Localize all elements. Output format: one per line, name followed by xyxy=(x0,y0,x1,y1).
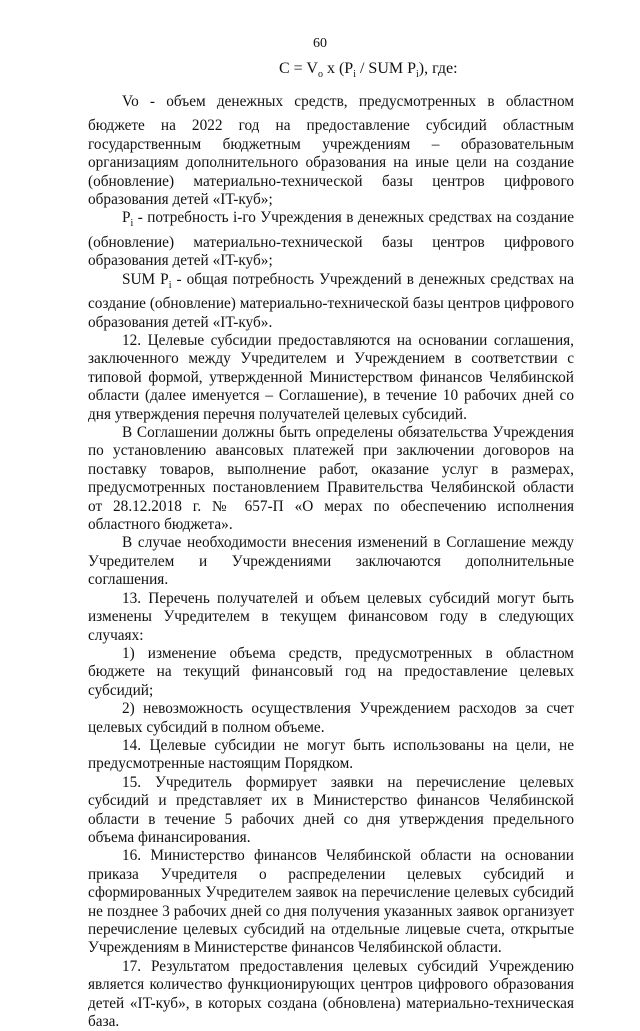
definition-pi xyxy=(88,209,574,270)
paragraph-14: 14. Целевые субсидии не могут быть использованы на цели, не предусмотренные настоящим Порядком. xyxy=(88,736,574,773)
formula-lhs: C = V xyxy=(279,60,318,77)
definition-sum-pi xyxy=(88,271,574,332)
paragraph-17: 17. Результатом предоставления целевых субсидий Учреждению является количество функционирующих центров цифрового образования детей «IT-куб», в которых создана (обновлена) материально-техническая база. xyxy=(88,957,574,1031)
definition-text: - потребность i-го Учреждения в денежных средствах на создание (обновление) материально-технической базы центров цифрового образования детей «IT-куб»; xyxy=(88,209,574,270)
paragraph-12: 12. Целевые субсидии предоставляются на основании соглашения, заключенного между Учредителем и Учреждением в соответствии с типовой формой, утвержденной Министерством финансов Челябинской области (далее именуется – Соглашение), в течение 10 рабочих дней со дня утверждения перечня получателей целевых субсидий. xyxy=(88,332,574,423)
definition-symbol: SUM $P_i$ xyxy=(122,270,172,291)
formula-div-sub: i xyxy=(416,69,419,81)
formula-tail: ), где: xyxy=(418,60,458,77)
formula xyxy=(279,60,458,80)
formula-lhs-sub: o xyxy=(317,69,323,81)
body-text xyxy=(88,93,574,1031)
definition-text: - общая потребность Учреждений в денежных средствах на создание (обновление) материально-технической базы центров цифрового образования детей «IT-куб». xyxy=(88,270,574,331)
definition-symbol: $P_i$ xyxy=(122,209,134,230)
formula-mid-sub: i xyxy=(353,69,356,81)
formula-div: / SUM P xyxy=(355,60,417,77)
paragraph-13-item-1: 1) изменение объема средств, предусмотренных в областном бюджете на текущий финансовый год на предоставление целевых субсидий; xyxy=(88,644,574,699)
page-number: 60 xyxy=(313,36,327,51)
paragraph-agreement-changes: В случае необходимости внесения изменений в Соглашение между Учредителем и Учреждениями заключаются дополнительные соглашения. xyxy=(88,534,574,589)
paragraph-13-item-2: 2) невозможность осуществления Учреждением расходов за счет целевых субсидий в полном объеме. xyxy=(88,700,574,736)
paragraph-15: 15. Учредитель формирует заявки на перечисление целевых субсидий и представляет их в Министерство финансов Челябинской области в течение 5 рабочих дней со дня утверждения предельного объема финансирования. xyxy=(88,773,574,846)
paragraph-agreement-obligations: В Соглашении должны быть определены обязательства Учреждения по установлению авансовых платежей при заключении договоров на поставку товаров, выполнение работ, оказание услуг в размерах, предусмотренных постановлением Правительства Челябинской области от 28.12.2018 г. № 657-П «О мерах по обеспечению исполнения областного бюджета». xyxy=(88,424,574,534)
paragraph-16: 16. Министерство финансов Челябинской области на основании приказа Учредителя о распределении целевых субсидий и сформированных Учредителем заявок на перечисление целевых субсидий не позднее 3 рабочих дней со дня получения указанных заявок организует перечисление целевых субсидий на отдельные лицевые счета, открытые Учреждениям в Министерстве финансов Челябинской области. xyxy=(88,847,574,957)
formula-mid: x (P xyxy=(322,60,354,77)
definition-vo xyxy=(88,93,574,209)
definition-symbol: Vo xyxy=(122,93,139,110)
definition-text: - объем денежных средств, предусмотренных в областном бюджете на 2022 год на предоставление субсидий областным государственным бюджетным учреждениям – образовательным организациям дополнительного образования на иные цели на создание (обновление) материально-технической базы центров цифрового образования детей «IT-куб»; xyxy=(88,93,574,209)
paragraph-13: 13. Перечень получателей и объем целевых субсидий могут быть изменены Учредителем в текущем финансовом году в следующих случаях: xyxy=(88,589,574,644)
